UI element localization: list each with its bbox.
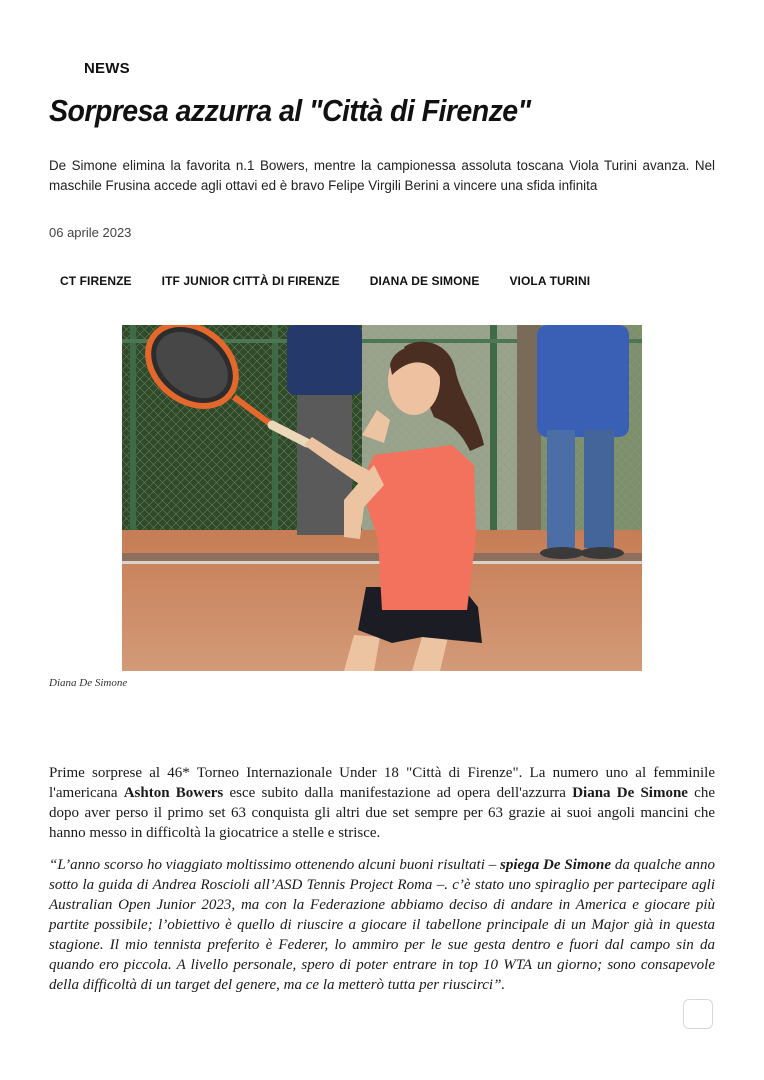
- tag-itf-junior[interactable]: ITF JUNIOR CITTÀ DI FIRENZE: [161, 274, 340, 288]
- p1-name-bowers: Ashton Bowers: [123, 785, 224, 801]
- p1-name-de-simone: Diana De Simone: [572, 785, 688, 801]
- photo-caption: Diana De Simone: [49, 677, 128, 689]
- p2-text-c: da qualche anno sotto la guida di Andrea Roscioli all’ASD Tennis Project Roma –. c’è stato uno spiraglio per partecipare agli Australian Open Junior 2023, ma con la Federazione abbiamo deciso di andare in America e giocare più partite possibile; l’obiettivo è quello di riuscire a giocare il tabellone principale di un Major già in questa stagione. Il mio tennista preferito è Federer, lo ammiro per le sue gesta dentro e fuori dal campo sin da quando ero piccola. A livello personale, spero di poter entrare in top 10 WTA un giorno; sono consapevole della difficoltà di un target del genere, ma ce la metterò tutta per riuscirci”.: [49, 857, 715, 993]
- article-photo: [122, 325, 642, 671]
- article-summary: De Simone elimina la favorita n.1 Bowers, mentre la campionessa assoluta toscana Viola Turini avanza. Nel maschile Frusina accede agli ottavi ed è bravo Felipe Virgili Berini a vincere una sfida infinita: [49, 158, 715, 193]
- scroll-top-button[interactable]: [683, 999, 713, 1029]
- section-label[interactable]: NEWS: [84, 60, 130, 77]
- body-quote-paragraph: [49, 855, 715, 995]
- p1-text-e: che dopo aver perso il primo set 63 conquista gli altri due set sempre per 63 grazie ai suoi angoli mancini che hanno messo in difficoltà la giocatrice a stelle e strisce.: [49, 785, 715, 841]
- tag-viola-turini[interactable]: VIOLA TURINI: [509, 274, 591, 288]
- article-date: 06 aprile 2023: [49, 225, 132, 240]
- article-body: [49, 763, 715, 1007]
- p1-text-a: Prime sorprese al 46* Torneo Internazionale Under 18 "Città di Firenze". La numero uno al femminile l'americana: [49, 765, 715, 801]
- p2-text-a: “L’anno scorso ho viaggiato moltissimo ottenendo alcuni buoni risultati –: [49, 857, 501, 873]
- tag-list: [48, 266, 608, 296]
- tag-diana-de-simone[interactable]: DIANA DE SIMONE: [369, 274, 480, 288]
- tag-ct-firenze[interactable]: CT FIRENZE: [60, 274, 132, 288]
- article-headline: Sorpresa azzurra al "Città di Firenze": [49, 93, 531, 128]
- p2-speaker: spiega De Simone: [500, 857, 612, 873]
- p1-text-c: esce subito dalla manifestazione ad opera dell'azzurra: [223, 785, 573, 801]
- body-paragraph-1: [49, 763, 715, 843]
